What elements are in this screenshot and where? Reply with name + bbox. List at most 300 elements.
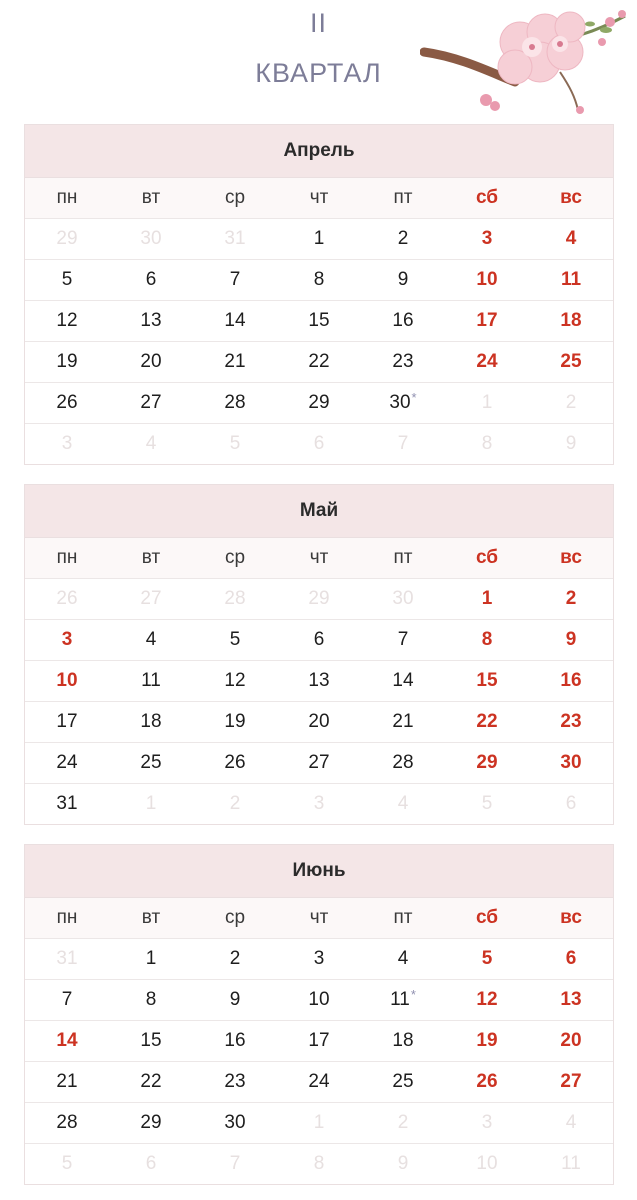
weekday-label: вс [560, 187, 582, 208]
day-number: 3 [313, 948, 325, 969]
day-number: 26 [56, 392, 78, 413]
week-row [25, 783, 613, 824]
week-row [25, 300, 613, 341]
day-number: 21 [224, 351, 246, 372]
weekday-label: пт [393, 187, 413, 208]
day-number: 3 [61, 433, 73, 454]
weekend-day [529, 620, 613, 660]
weekend-day [445, 939, 529, 979]
day-cell [109, 383, 193, 423]
weekend-day [529, 1021, 613, 1061]
day-number: 14 [392, 670, 414, 691]
cherry-blossom-icon [420, 2, 635, 120]
day-cell [25, 260, 109, 300]
adjacent-month-day [445, 424, 529, 464]
day-number: 2 [565, 392, 577, 413]
day-number: 9 [397, 1153, 409, 1174]
day-cell [277, 1062, 361, 1102]
day-number: 24 [308, 1071, 330, 1092]
day-cell [25, 301, 109, 341]
month-june [24, 844, 614, 1185]
day-number: 22 [140, 1071, 162, 1092]
day-number: 7 [61, 989, 73, 1010]
weekday-header-row [25, 178, 613, 218]
day-cell [109, 743, 193, 783]
day-cell [193, 620, 277, 660]
weekend-day [445, 1021, 529, 1061]
adjacent-month-day [277, 579, 361, 619]
weekend-day [445, 219, 529, 259]
day-number: 21 [56, 1071, 78, 1092]
day-cell [193, 743, 277, 783]
adjacent-month-day [25, 579, 109, 619]
day-number: 16 [224, 1030, 246, 1051]
weekday-label: ср [224, 187, 246, 208]
day-cell [109, 661, 193, 701]
adjacent-month-day [361, 1144, 445, 1184]
day-number: 6 [313, 433, 325, 454]
day-cell [193, 980, 277, 1020]
adjacent-month-day [529, 383, 613, 423]
adjacent-month-day [193, 219, 277, 259]
day-number: 23 [224, 1071, 246, 1092]
week-row [25, 742, 613, 783]
day-number: 10 [476, 1153, 498, 1174]
day-number: 9 [565, 629, 577, 650]
day-number: 10 [476, 269, 498, 290]
day-number: 27 [560, 1071, 582, 1092]
day-number: 19 [56, 351, 78, 372]
day-number: 11 [561, 1153, 581, 1174]
day-cell [109, 301, 193, 341]
day-number: 2 [229, 793, 241, 814]
day-number: 13 [308, 670, 330, 691]
day-cell [25, 383, 109, 423]
day-number: 4 [145, 433, 157, 454]
day-number: 13 [140, 310, 162, 331]
day-cell [277, 1021, 361, 1061]
month-title: Май [25, 485, 613, 538]
weekend-day [445, 301, 529, 341]
weekday-label: пн [56, 187, 78, 208]
weekend-day [25, 661, 109, 701]
day-cell [361, 342, 445, 382]
adjacent-month-day [529, 1144, 613, 1184]
day-number: 9 [397, 269, 409, 290]
day-cell [25, 1103, 109, 1143]
day-cell [277, 219, 361, 259]
day-number: 6 [565, 948, 577, 969]
week-row [25, 1102, 613, 1143]
day-number: 20 [308, 711, 330, 732]
day-number: 17 [308, 1030, 330, 1051]
day-cell [109, 939, 193, 979]
weekend-day [445, 980, 529, 1020]
day-number: 3 [61, 629, 73, 650]
day-number: 26 [476, 1071, 498, 1092]
day-cell [277, 342, 361, 382]
day-cell [361, 260, 445, 300]
day-number: 7 [229, 1153, 241, 1174]
day-number: 31 [56, 948, 78, 969]
day-cell [25, 743, 109, 783]
weekend-day [529, 980, 613, 1020]
weekday-label: пн [56, 547, 78, 568]
day-number: 16 [392, 310, 414, 331]
adjacent-month-day [277, 1144, 361, 1184]
day-number: 19 [224, 711, 246, 732]
day-number: 8 [313, 269, 325, 290]
weekend-day [445, 702, 529, 742]
week-row [25, 259, 613, 300]
day-number: 18 [392, 1030, 414, 1051]
day-number: 28 [392, 752, 414, 773]
weekend-day [529, 301, 613, 341]
adjacent-month-day [277, 424, 361, 464]
day-cell [361, 743, 445, 783]
quarter-header [0, 0, 637, 110]
day-number: 29 [140, 1112, 162, 1133]
day-cell [193, 1103, 277, 1143]
weekend-day [445, 620, 529, 660]
day-number: 6 [313, 629, 325, 650]
weekend-day [445, 579, 529, 619]
day-number: 6 [145, 1153, 157, 1174]
weekday-label: сб [475, 547, 499, 568]
day-cell [25, 784, 109, 824]
day-number: 8 [145, 989, 157, 1010]
day-number: 2 [229, 948, 241, 969]
shortened-day-mark: * [410, 986, 416, 1002]
day-cell [277, 661, 361, 701]
day-number: 3 [313, 793, 325, 814]
week-row [25, 1143, 613, 1184]
day-cell [109, 1021, 193, 1061]
day-number: 18 [560, 310, 582, 331]
day-number: 5 [229, 433, 241, 454]
weekday-header-row [25, 538, 613, 578]
week-row [25, 660, 613, 701]
day-number: 12 [224, 670, 246, 691]
day-number: 4 [565, 228, 577, 249]
weekend-day [529, 1062, 613, 1102]
day-cell [361, 620, 445, 660]
day-cell [277, 743, 361, 783]
quarter-title: КВАРТАЛ [255, 58, 382, 88]
weekend-day [529, 661, 613, 701]
adjacent-month-day [193, 1144, 277, 1184]
month-april [24, 124, 614, 465]
adjacent-month-day [361, 579, 445, 619]
weekend-day [529, 219, 613, 259]
day-cell [361, 1021, 445, 1061]
adjacent-month-day [193, 784, 277, 824]
day-number: 30 [140, 228, 162, 249]
day-number: 5 [481, 793, 493, 814]
adjacent-month-day [109, 219, 193, 259]
day-number: 28 [224, 392, 246, 413]
day-number: 1 [481, 588, 493, 609]
day-number: 12 [476, 989, 498, 1010]
month-title: Апрель [25, 125, 613, 178]
day-number: 22 [308, 351, 330, 372]
day-number: 26 [224, 752, 246, 773]
day-number: 4 [397, 948, 409, 969]
week-row [25, 382, 613, 423]
day-number: 3 [481, 1112, 493, 1133]
day-number: 7 [397, 433, 409, 454]
adjacent-month-day [109, 579, 193, 619]
day-number: 4 [145, 629, 157, 650]
day-number: 10 [308, 989, 330, 1010]
day-cell [361, 383, 445, 423]
day-number: 2 [397, 1112, 409, 1133]
adjacent-month-day [361, 784, 445, 824]
day-cell [193, 301, 277, 341]
day-number: 29 [476, 752, 498, 773]
day-cell [277, 301, 361, 341]
day-number: 23 [560, 711, 582, 732]
day-cell [361, 1062, 445, 1102]
day-number: 17 [56, 711, 78, 732]
weekend-day [445, 1062, 529, 1102]
day-number: 27 [140, 392, 162, 413]
day-number: 24 [56, 752, 78, 773]
weekday-label: чт [309, 547, 329, 568]
adjacent-month-day [109, 784, 193, 824]
day-number: 10 [56, 670, 78, 691]
day-number: 11 [560, 269, 582, 290]
day-cell [109, 980, 193, 1020]
week-row [25, 979, 613, 1020]
weekday-label: ср [224, 547, 246, 568]
adjacent-month-day [25, 424, 109, 464]
day-cell [193, 1021, 277, 1061]
day-number: 6 [565, 793, 577, 814]
day-number: 8 [481, 433, 493, 454]
day-cell [25, 342, 109, 382]
adjacent-month-day [445, 383, 529, 423]
day-number: 25 [560, 351, 582, 372]
day-number: 20 [140, 351, 162, 372]
adjacent-month-day [445, 1144, 529, 1184]
weekend-day [25, 1021, 109, 1061]
weekday-label: вт [141, 187, 161, 208]
weekday-header-row [25, 898, 613, 938]
day-cell [109, 620, 193, 660]
day-number: 8 [313, 1153, 325, 1174]
weekday-label: пт [393, 907, 413, 928]
weekend-day [529, 342, 613, 382]
weekday-label: чт [309, 907, 329, 928]
day-number: 2 [565, 588, 577, 609]
adjacent-month-day [25, 219, 109, 259]
weekday-label: чт [309, 187, 329, 208]
adjacent-month-day [529, 424, 613, 464]
adjacent-month-day [445, 1103, 529, 1143]
day-cell [277, 939, 361, 979]
day-cell [193, 1062, 277, 1102]
day-number: 25 [140, 752, 162, 773]
adjacent-month-day [277, 784, 361, 824]
day-number: 6 [145, 269, 157, 290]
week-row [25, 1020, 613, 1061]
adjacent-month-day [109, 424, 193, 464]
day-number: 14 [56, 1030, 78, 1051]
day-number: 31 [224, 228, 246, 249]
day-number: 30 [224, 1112, 246, 1133]
day-number: 5 [481, 948, 493, 969]
weekend-day [445, 661, 529, 701]
weekend-day [445, 260, 529, 300]
weekday-label: сб [475, 907, 499, 928]
day-number: 29 [56, 228, 78, 249]
day-cell [25, 1062, 109, 1102]
adjacent-month-day [361, 424, 445, 464]
day-number: 24 [476, 351, 498, 372]
week-row [25, 619, 613, 660]
day-number: 17 [476, 310, 498, 331]
day-cell [361, 702, 445, 742]
weekday-label: пн [56, 907, 78, 928]
day-number: 2 [397, 228, 409, 249]
weekday-label: сб [475, 187, 499, 208]
week-row [25, 218, 613, 259]
week-row [25, 578, 613, 619]
weekend-day [529, 743, 613, 783]
day-number: 25 [392, 1071, 414, 1092]
day-cell [361, 980, 445, 1020]
day-number: 29 [308, 392, 330, 413]
day-cell [193, 260, 277, 300]
quarter-number: II [309, 8, 327, 38]
day-number: 28 [224, 588, 246, 609]
day-number: 27 [308, 752, 330, 773]
day-number: 23 [392, 351, 414, 372]
day-number: 9 [229, 989, 241, 1010]
day-number: 4 [565, 1112, 577, 1133]
week-row [25, 938, 613, 979]
day-number: 4 [397, 793, 409, 814]
day-cell [109, 260, 193, 300]
day-number: 1 [145, 948, 157, 969]
month-may [24, 484, 614, 825]
day-cell [193, 939, 277, 979]
weekend-day [445, 342, 529, 382]
day-number: 26 [56, 588, 78, 609]
day-cell [25, 702, 109, 742]
day-cell [361, 661, 445, 701]
day-cell [277, 383, 361, 423]
adjacent-month-day [193, 424, 277, 464]
day-number: 11 [141, 670, 161, 691]
day-cell [361, 939, 445, 979]
shortened-day-mark: * [411, 389, 417, 405]
day-number: 1 [313, 228, 325, 249]
day-number: 7 [397, 629, 409, 650]
weekday-label: вс [560, 907, 582, 928]
week-row [25, 701, 613, 742]
week-row [25, 341, 613, 382]
day-number: 30 [392, 588, 414, 609]
day-number: 29 [308, 588, 330, 609]
day-number: 16 [560, 670, 582, 691]
adjacent-month-day [361, 1103, 445, 1143]
day-number: 12 [56, 310, 78, 331]
day-cell [193, 383, 277, 423]
day-number: 5 [229, 629, 241, 650]
day-cell [193, 661, 277, 701]
weekday-label: вт [141, 547, 161, 568]
weekend-day [445, 743, 529, 783]
day-number: 22 [476, 711, 498, 732]
day-cell [361, 219, 445, 259]
day-cell [361, 301, 445, 341]
week-row [25, 423, 613, 464]
day-number: 5 [61, 1153, 73, 1174]
adjacent-month-day [25, 1144, 109, 1184]
day-number: 3 [481, 228, 493, 249]
weekday-label: ср [224, 907, 246, 928]
adjacent-month-day [25, 939, 109, 979]
day-number: 18 [140, 711, 162, 732]
adjacent-month-day [277, 1103, 361, 1143]
day-number: 14 [224, 310, 246, 331]
day-cell [109, 1103, 193, 1143]
day-cell [25, 980, 109, 1020]
day-number: 21 [392, 711, 414, 732]
day-cell [109, 702, 193, 742]
weekday-label: вт [141, 907, 161, 928]
weekend-day [529, 939, 613, 979]
weekday-label: вс [560, 547, 582, 568]
day-cell [277, 702, 361, 742]
day-number: 1 [145, 793, 157, 814]
day-number: 8 [481, 629, 493, 650]
weekend-day [529, 579, 613, 619]
day-number: 1 [481, 392, 493, 413]
day-number: 5 [61, 269, 73, 290]
day-cell [277, 980, 361, 1020]
week-row [25, 1061, 613, 1102]
day-number: 9 [565, 433, 577, 454]
day-number: 31 [56, 793, 78, 814]
adjacent-month-day [445, 784, 529, 824]
day-number: 7 [229, 269, 241, 290]
adjacent-month-day [109, 1144, 193, 1184]
day-number: 27 [140, 588, 162, 609]
day-cell [109, 1062, 193, 1102]
weekend-day [529, 702, 613, 742]
day-number: 15 [308, 310, 330, 331]
day-cell [277, 620, 361, 660]
day-number: 30 [389, 392, 411, 413]
day-number: 1 [313, 1112, 325, 1133]
day-cell [193, 702, 277, 742]
day-number: 15 [476, 670, 498, 691]
weekday-label: пт [393, 547, 413, 568]
day-number: 13 [560, 989, 582, 1010]
day-number: 19 [476, 1030, 498, 1051]
adjacent-month-day [193, 579, 277, 619]
month-title: Июнь [25, 845, 613, 898]
day-number: 15 [140, 1030, 162, 1051]
day-cell [277, 260, 361, 300]
day-cell [109, 342, 193, 382]
weekend-day [25, 620, 109, 660]
day-number: 28 [56, 1112, 78, 1133]
day-number: 30 [560, 752, 582, 773]
